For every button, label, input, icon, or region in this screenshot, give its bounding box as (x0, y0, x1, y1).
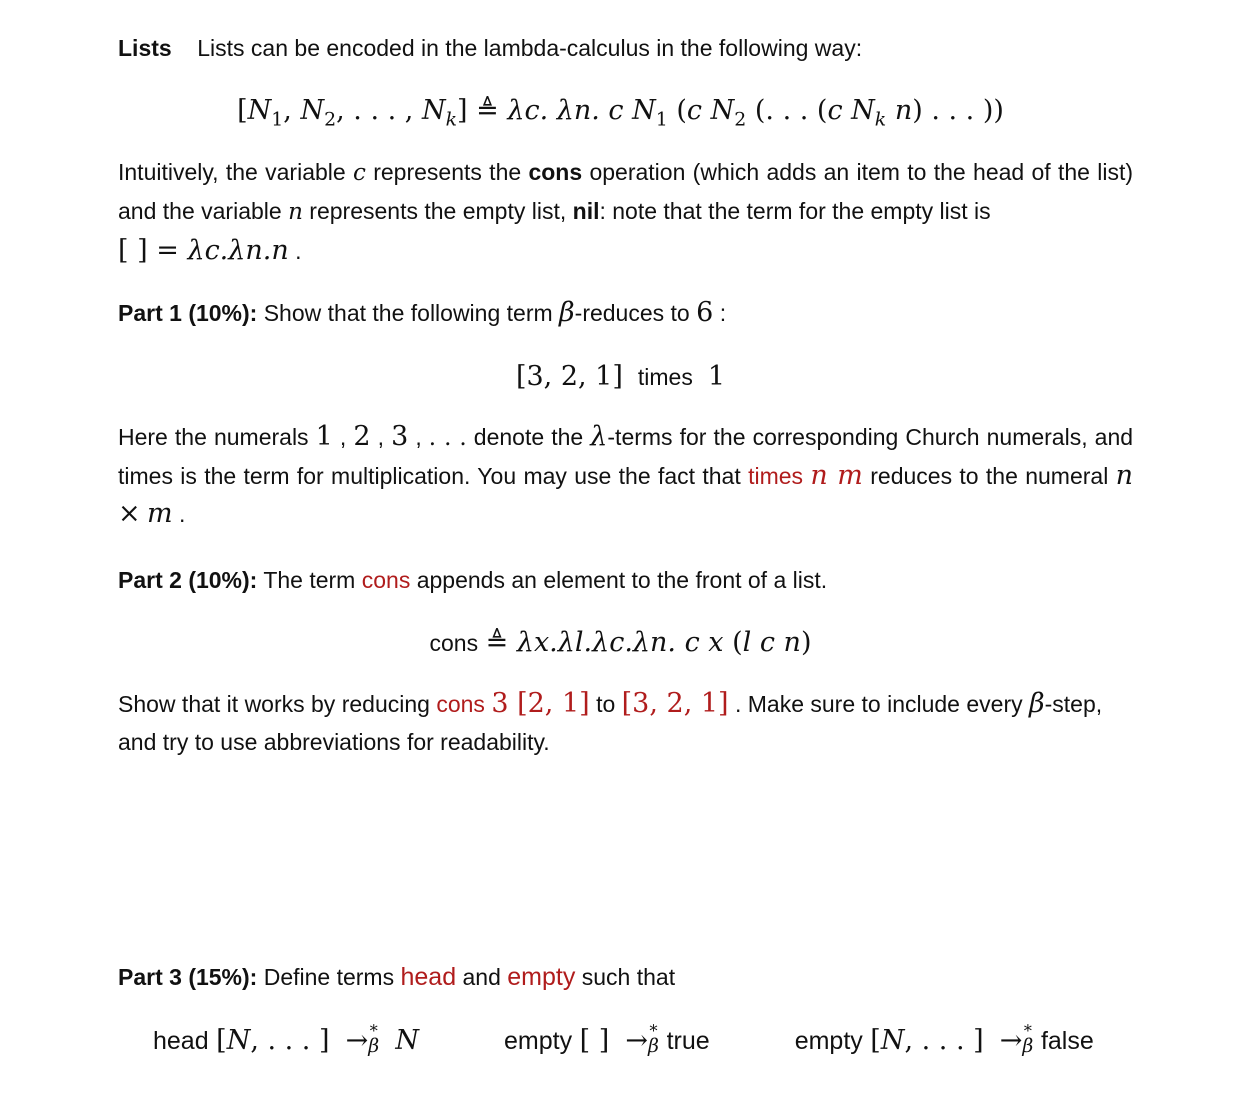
head-term: head (400, 963, 457, 991)
lists-intro (118, 29, 1133, 67)
part3-label: Part 3 (15%): (118, 964, 258, 990)
part2-instructions: Show that it works by reducing cons 3 [2, 1] to [3, 2, 1] . Make sure to include every β-step, and try to use abbreviations for readability. (118, 688, 1103, 755)
part2-text-1: The term (263, 567, 356, 593)
cons-keyword: cons (528, 159, 583, 185)
explain-text-2: represents the (373, 159, 522, 185)
part2-label: Part 2 (10%): (118, 567, 258, 593)
times-ref: times (118, 463, 173, 489)
cons-def-word: cons (429, 630, 479, 656)
part1-note-2: denote the (473, 424, 584, 450)
eq-empty-cons: empty [N, . . . ] → ∗ β false (794, 1018, 1094, 1057)
part2-show-2: . Make sure to include every (734, 691, 1023, 717)
part3-heading (118, 958, 1133, 996)
eq-head: head [N, . . . ] → ∗ β N (153, 1018, 419, 1057)
empty-term: empty (507, 963, 576, 991)
empty-list-formula: [ ] = λc.λn.n (118, 235, 289, 266)
part1-target: 6 (696, 297, 714, 328)
cons-term: cons (361, 567, 411, 593)
explain-text-3: operation (which adds an item to the head of the list) and the variable (118, 159, 1134, 224)
cons-definition-formula: cons ≜ λx.λl.λc.λn. c x (l c n) (429, 627, 812, 658)
part1-colon: : (719, 300, 727, 326)
part1-note-4: is the term for multiplication. You may use the fact that (180, 463, 741, 489)
part1-note-1: Here the numerals (118, 424, 309, 450)
to-word: to (596, 691, 616, 717)
part3-text-1: Define terms (263, 964, 395, 990)
part1-term-formula: [3, 2, 1] times 1 (515, 361, 726, 392)
explain-text-4: represents the empty list, (309, 198, 567, 224)
eq-empty-nil: empty [ ] → ∗ β true (504, 1018, 710, 1057)
part1-note-3: -terms for the corresponding Church numerals, and (607, 424, 1134, 450)
times-red: times (748, 463, 804, 489)
part1-note: Here the numerals 1 , 2 , 3 , . . . denote the λ-terms for the corresponding Church numerals, and times is the term for multiplication. You may use the fact that times n m reduces to the numeral n × m . (118, 421, 1134, 529)
part2-show-1: Show that it works by reducing (118, 691, 430, 717)
explanation-paragraph: Intuitively, the variable c represents the cons operation (which adds an item to the head of the list) and the variable n represents the empty list, nil: note that the term for the empty list is [ ] = λc.λn.n . (118, 159, 1134, 266)
eq-empty1-word: empty (504, 1027, 573, 1055)
explain-text-5: : note that the term for the empty list is (599, 198, 991, 224)
lists-intro-text: Lists can be encoded in the lambda-calculus in the following way: (197, 35, 863, 61)
part3-equations (153, 1018, 1094, 1063)
part1-text-1: Show that the following term (263, 300, 553, 326)
part1-heading: Part 1 (10%): Show that the following term β-reduces to 6 : (118, 297, 727, 328)
eq-empty2-word: empty (794, 1027, 863, 1055)
list-encoding-formula: [$N_1$, $N_2$, . . . , $N_k$] ≜ λc. λn. c $N_1$ (c $N_2$ (. . . (c $N_k$ n) . . . )) (237, 95, 1004, 131)
times-word: times (637, 364, 693, 390)
part1-note-5: reduces to the numeral (870, 463, 1109, 489)
nil-keyword: nil (572, 198, 600, 224)
and-word: and (462, 964, 501, 990)
part1-label: Part 1 (10%): (118, 300, 258, 326)
part3-text-2: such that (581, 964, 676, 990)
eq-head-word: head (153, 1027, 209, 1055)
lists-heading: Lists (118, 35, 172, 61)
part2-text-2: appends an element to the front of a list. (416, 567, 828, 593)
explain-text-1: Intuitively, the variable (118, 159, 346, 185)
red-cons: cons (436, 691, 485, 717)
part1-text-2: -reduces to (574, 300, 690, 326)
eq-false-word: false (1040, 1027, 1094, 1055)
eq-true-word: true (666, 1027, 710, 1055)
part2-heading (118, 561, 1133, 599)
part2-show-3: -step, and try to use abbreviations for readability. (118, 691, 1103, 755)
